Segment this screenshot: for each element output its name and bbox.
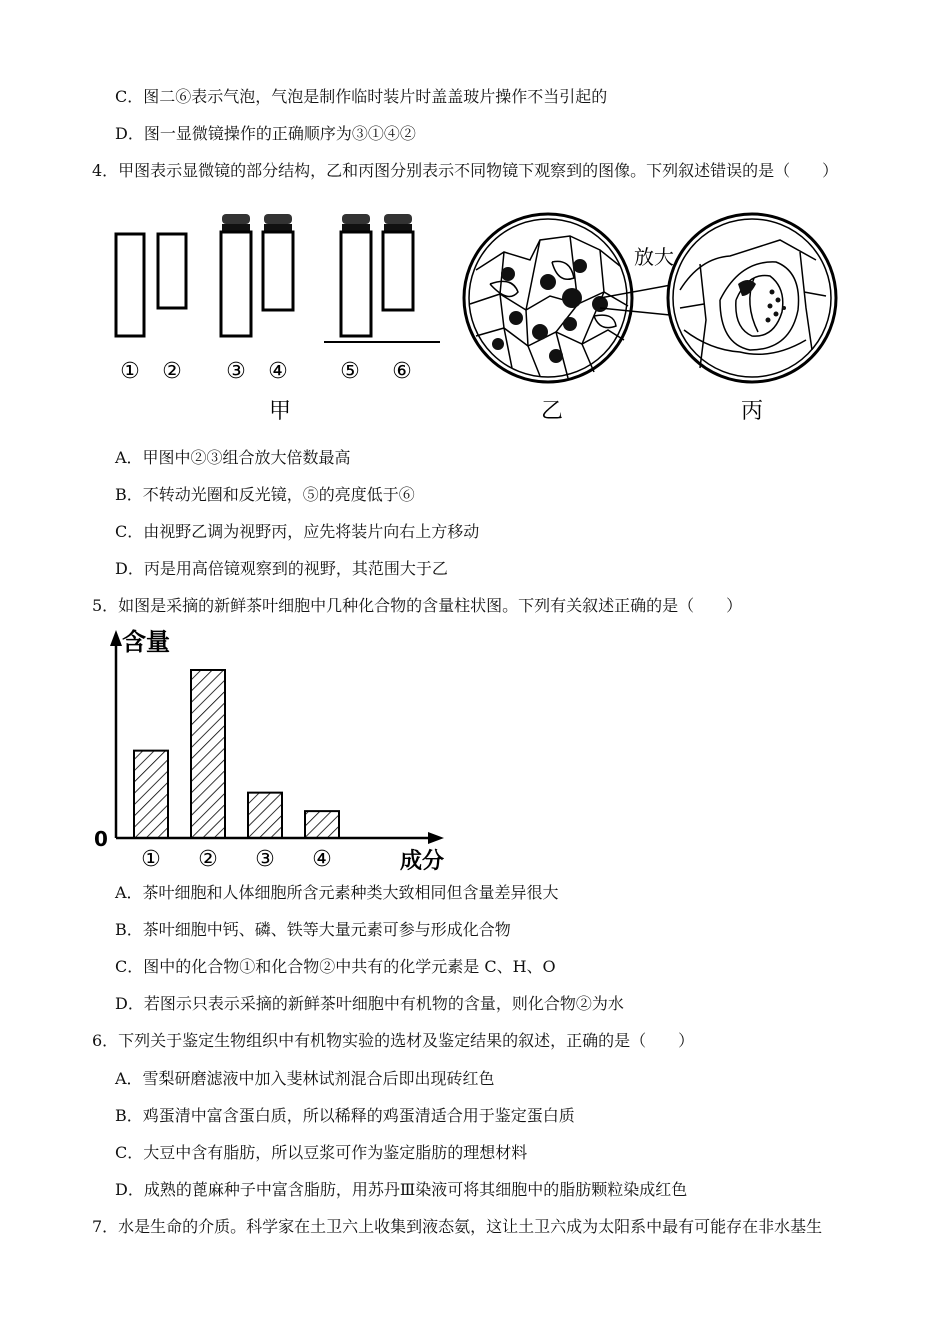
bar-4 — [305, 811, 339, 838]
category-label-3: ③ — [255, 847, 275, 872]
q6-option-b: B．鸡蛋清中富含蛋白质，所以稀释的鸡蛋清适合用于鉴定蛋白质 — [115, 1106, 575, 1125]
q5-option-d: D．若图示只表示采摘的新鲜茶叶细胞中有机物的含量，则化合物②为水 — [115, 994, 624, 1013]
objective-6 — [383, 214, 413, 310]
bar-2 — [191, 670, 225, 838]
q6-option-c: C．大豆中含有脂肪，所以豆浆可作为鉴定脂肪的理想材料 — [115, 1143, 528, 1162]
eyepiece-2 — [158, 234, 186, 308]
caption-yi: 乙 — [540, 399, 564, 424]
objective-4 — [263, 214, 293, 310]
field-yi — [464, 214, 632, 382]
part-label-3: ③ — [226, 359, 246, 384]
category-label-4: ④ — [312, 847, 332, 872]
category-label-1: ① — [141, 847, 161, 872]
q4-option-d: D．丙是用高倍镜观察到的视野，其范围大于乙 — [115, 559, 448, 578]
caption-jia: 甲 — [268, 399, 292, 424]
q5-stem: 5．如图是采摘的新鲜茶叶细胞中几种化合物的含量柱状图。下列有关叙述正确的是（ ） — [92, 596, 743, 615]
part-label-5: ⑤ — [340, 359, 360, 384]
q7-stem: 7．水是生命的介质。科学家在土卫六上收集到液态氨，这让土卫六成为太阳系中最有可能存在非水基生 — [92, 1217, 823, 1236]
part-label-1: ① — [120, 359, 140, 384]
x-axis-arrow — [428, 832, 444, 844]
magnify-label: 放大 — [634, 245, 674, 269]
bar-3 — [248, 793, 282, 838]
y-axis-label: 含量 — [122, 628, 170, 656]
objective-3 — [221, 214, 251, 336]
bar-1 — [134, 751, 168, 838]
y-axis-arrow — [110, 630, 122, 646]
category-label-2: ② — [198, 847, 218, 872]
q3-option-c: C．图二⑥表示气泡，气泡是制作临时装片时盖盖玻片操作不当引起的 — [115, 87, 608, 106]
origin-label: 0 — [94, 827, 108, 851]
field-bing — [668, 214, 836, 382]
eyepiece-1 — [116, 234, 144, 336]
q6-stem: 6．下列关于鉴定生物组织中有机物实验的选材及鉴定结果的叙述，正确的是（ ） — [92, 1031, 695, 1050]
part-label-2: ② — [162, 359, 182, 384]
q5-option-b: B．茶叶细胞中钙、磷、铁等大量元素可参与形成化合物 — [115, 920, 511, 939]
caption-bing: 丙 — [740, 399, 764, 424]
q4-option-c: C．由视野乙调为视野丙，应先将装片向右上方移动 — [115, 522, 480, 541]
q4-option-b: B．不转动光圈和反光镜，⑤的亮度低于⑥ — [115, 485, 415, 504]
q6-option-d: D．成熟的蓖麻种子中富含脂肪，用苏丹Ⅲ染液可将其细胞中的脂肪颗粒染成红色 — [115, 1180, 688, 1199]
q5-option-c: C．图中的化合物①和化合物②中共有的化学元素是 C、H、O — [115, 957, 556, 976]
objective-5 — [341, 214, 371, 336]
part-label-6: ⑥ — [392, 359, 412, 384]
q5-bar-chart — [88, 624, 448, 874]
q4-stem: 4．甲图表示显微镜的部分结构，乙和丙图分别表示不同物镜下观察到的图像。下列叙述错误的是（ ） — [92, 161, 839, 180]
x-axis-label: 成分 — [399, 849, 445, 874]
q3-option-d: D．图一显微镜操作的正确顺序为③①④② — [115, 124, 416, 143]
q4-option-a: A．甲图中②③组合放大倍数最高 — [115, 448, 351, 467]
q6-option-a: A．雪梨研磨滤液中加入斐林试剂混合后即出现砖红色 — [115, 1069, 495, 1088]
q4-microscope-figure — [100, 200, 860, 440]
q5-option-a: A．茶叶细胞和人体细胞所含元素种类大致相同但含量差异很大 — [115, 883, 559, 902]
part-label-4: ④ — [268, 359, 288, 384]
